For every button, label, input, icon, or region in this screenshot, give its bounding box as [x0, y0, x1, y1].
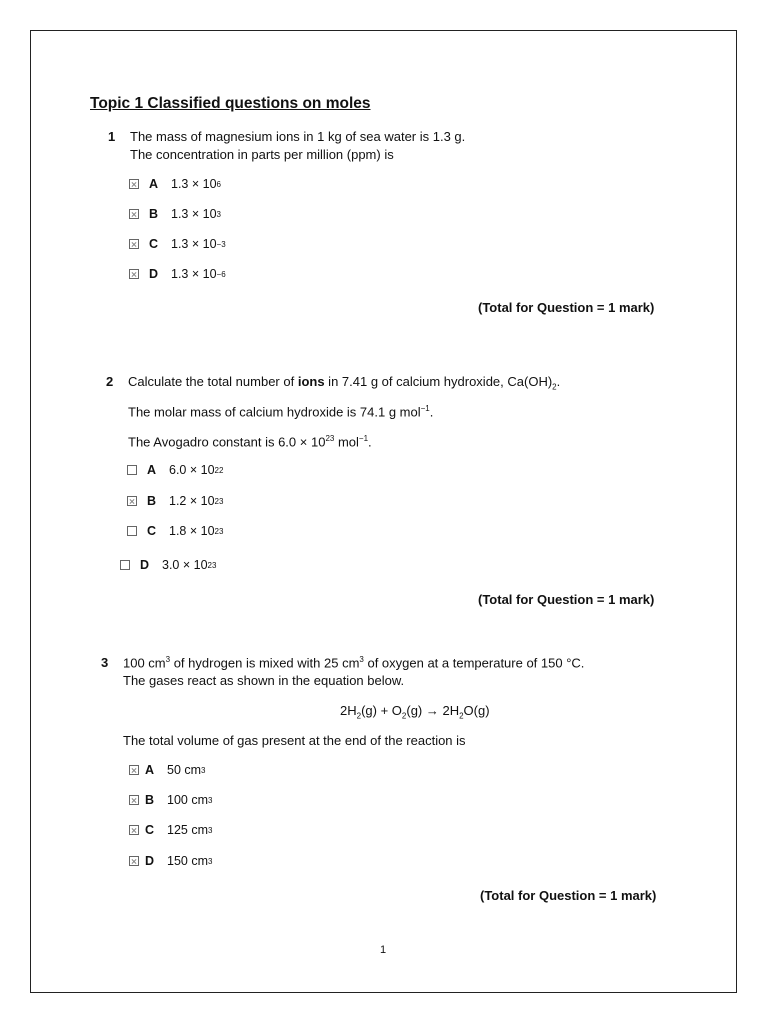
checkbox-icon[interactable]	[127, 496, 137, 506]
question-2-option-a[interactable]: A 6.0 × 10 22	[127, 463, 223, 477]
question-3-option-c[interactable]: C 125 cm 3	[129, 823, 212, 837]
question-1-total: (Total for Question = 1 mark)	[478, 300, 655, 315]
question-2-line-1: Calculate the total number of ions in 7.41 g of calcium hydroxide, $Ca(OH)_2$.	[128, 374, 561, 392]
question-1-line-1: The mass of magnesium ions in 1 kg of sea water is 1.3 g.	[130, 129, 466, 144]
question-1-number: 1	[108, 129, 116, 144]
question-1-line-2: The concentration in parts per million (ppm) is	[130, 147, 394, 162]
checkbox-icon[interactable]	[129, 856, 139, 866]
question-1-option-c[interactable]: C 1.3 × 10 −3	[129, 237, 226, 251]
question-3-option-b[interactable]: B 100 cm 3	[129, 793, 212, 807]
question-3-number: 3	[101, 655, 109, 670]
question-3-total: (Total for Question = 1 mark)	[480, 888, 657, 903]
page-border	[30, 30, 737, 993]
question-1-option-a[interactable]: A 1.3 × 10 6	[129, 177, 221, 191]
checkbox-icon[interactable]	[129, 239, 139, 249]
checkbox-icon[interactable]	[120, 560, 130, 570]
question-2-option-d[interactable]: D 3.0 × 10 23	[120, 558, 216, 572]
question-3-line-3: The total volume of gas present at the end of the reaction is	[123, 733, 466, 748]
checkbox-icon[interactable]	[129, 269, 139, 279]
question-3-equation: $2H_2(g) + O_2(g) \to 2H_2O(g)$	[340, 703, 490, 721]
page-number: 1	[380, 944, 387, 956]
question-3-option-a[interactable]: A 50 cm 3	[129, 763, 206, 777]
question-2-number: 2	[106, 374, 114, 389]
question-3-line-2: The gases react as shown in the equation below.	[123, 673, 405, 688]
question-3-line-1: 100 $cm^3$ of hydrogen is mixed with 25 $cm^3$ of oxygen at a temperature of 150 °C.	[123, 655, 585, 671]
question-1-option-b[interactable]: B 1.3 × 10 3	[129, 207, 221, 221]
checkbox-icon[interactable]	[129, 825, 139, 835]
question-2-option-b[interactable]: B 1.2 × 10 23	[127, 494, 223, 508]
question-3-option-d[interactable]: D 150 cm 3	[129, 854, 212, 868]
checkbox-icon[interactable]	[129, 179, 139, 189]
checkbox-icon[interactable]	[127, 526, 137, 536]
checkbox-icon[interactable]	[129, 795, 139, 805]
checkbox-icon[interactable]	[129, 765, 139, 775]
question-2-line-3: The Avogadro constant is $6.0 \times 10^{23}$ mol$^{-1}$.	[128, 434, 372, 450]
question-2-option-c[interactable]: C 1.8 × 10 23	[127, 524, 223, 538]
checkbox-icon[interactable]	[129, 209, 139, 219]
question-2-line-2: The molar mass of calcium hydroxide is 74.1 g mol$^{-1}$.	[128, 404, 434, 420]
question-2-total: (Total for Question = 1 mark)	[478, 592, 655, 607]
question-1-option-d[interactable]: D 1.3 × 10 −6	[129, 267, 226, 281]
checkbox-icon[interactable]	[127, 465, 137, 475]
page-title: Topic 1 Classified questions on moles	[90, 95, 371, 112]
